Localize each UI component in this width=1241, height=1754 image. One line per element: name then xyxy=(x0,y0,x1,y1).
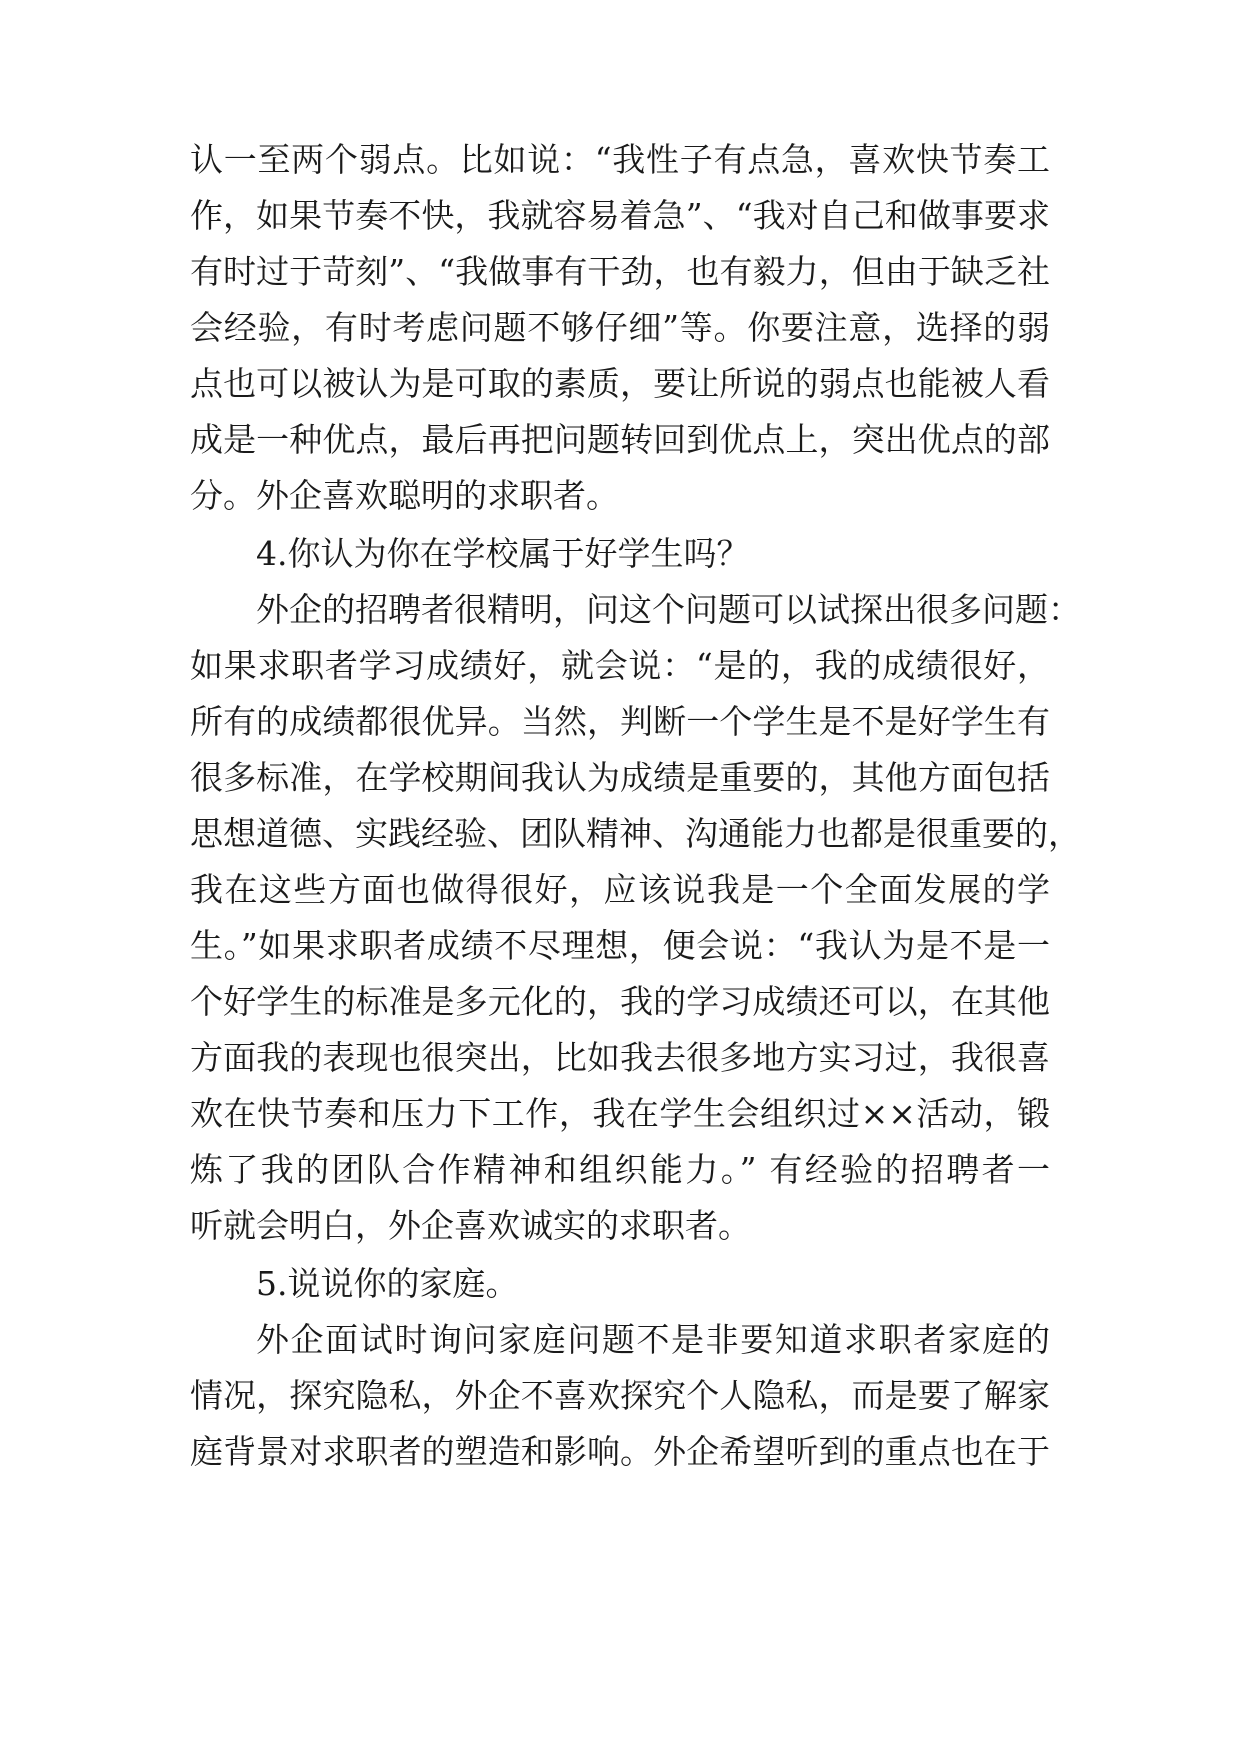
body-text-line: 分。外企喜欢聪明的求职者。 xyxy=(190,476,619,515)
body-text-line: 情况，探究隐私，外企不喜欢探究个人隐私，而是要了解家 xyxy=(190,1376,1050,1415)
body-text-line: 认一至两个弱点。比如说：“我性子有点急，喜欢快节奏工 xyxy=(190,140,1050,179)
body-text-line: 点也可以被认为是可取的素质，要让所说的弱点也能被人看 xyxy=(190,364,1050,403)
body-text-line: 炼了我的团队合作精神和组织能力。” 有经验的招聘者一 xyxy=(190,1150,1050,1189)
body-text-line: 所有的成绩都很优异。当然，判断一个学生是不是好学生有 xyxy=(190,702,1050,741)
body-text-line: 有时过于苛刻”、“我做事有干劲，也有毅力，但由于缺乏社 xyxy=(190,252,1050,291)
body-text-line: 作，如果节奏不快，我就容易着急”、“我对自己和做事要求 xyxy=(190,196,1050,235)
body-text-line: 庭背景对求职者的塑造和影响。外企希望听到的重点也在于 xyxy=(190,1432,1050,1471)
body-text-line: 如果求职者学习成绩好，就会说：“是的，我的成绩很好， xyxy=(190,646,1050,685)
body-text-line: 方面我的表现也很突出，比如我去很多地方实习过，我很喜 xyxy=(190,1038,1050,1077)
body-text-line: 我在这些方面也做得很好，应该说我是一个全面发展的学 xyxy=(190,870,1050,909)
body-text-line: 成是一种优点，最后再把问题转回到优点上，突出优点的部 xyxy=(190,420,1050,459)
section-heading-5: 5.说说你的家庭。 xyxy=(256,1264,519,1303)
body-text-line: 会经验，有时考虑问题不够仔细”等。你要注意，选择的弱 xyxy=(190,308,1050,347)
body-text-line: 很多标准，在学校期间我认为成绩是重要的，其他方面包括 xyxy=(190,758,1050,797)
body-text-line: 个好学生的标准是多元化的，我的学习成绩还可以，在其他 xyxy=(190,982,1050,1021)
body-text-line: 外企的招聘者很精明，问这个问题可以试探出很多问题： xyxy=(256,590,1081,629)
body-text-line: 思想道德、实践经验、团队精神、沟通能力也都是很重要的， xyxy=(190,814,1081,853)
body-text-line: 生。”如果求职者成绩不尽理想，便会说：“我认为是不是一 xyxy=(190,926,1050,965)
body-text-line: 欢在快节奏和压力下工作，我在学生会组织过××活动，锻 xyxy=(190,1094,1050,1133)
body-text-line: 听就会明白，外企喜欢诚实的求职者。 xyxy=(190,1206,751,1245)
section-heading-4: 4.你认为你在学校属于好学生吗？ xyxy=(256,534,750,573)
body-text-line: 外企面试时询问家庭问题不是非要知道求职者家庭的 xyxy=(256,1320,1050,1359)
